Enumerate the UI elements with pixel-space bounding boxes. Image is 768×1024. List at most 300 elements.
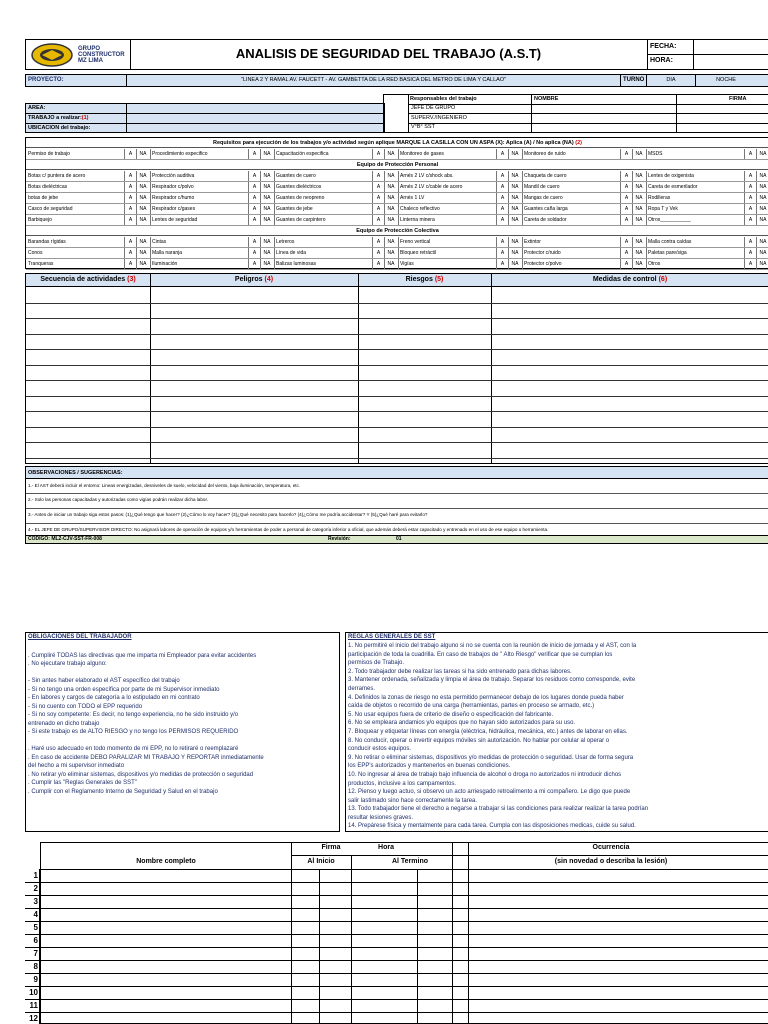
aplica-checkbox[interactable]: A	[620, 204, 632, 214]
req-item-label: Balizas luminosas	[276, 261, 317, 267]
row-number: 7	[25, 947, 40, 960]
req-item-label: Protector c/polvo	[524, 261, 562, 267]
aplica-checkbox[interactable]: A	[744, 149, 756, 159]
req-item-label: Guantes de neopreno	[276, 195, 325, 201]
text-line: - En labores y cargos de categoría a lo estipulado en mi contrato	[28, 695, 200, 701]
req-item-label: Chaqueta de cuero	[524, 173, 567, 179]
text-line: 5. No usar equipos fuera de criterio de diseño o especificación del fabricante.	[348, 711, 554, 718]
text-line: derrames.	[348, 685, 376, 692]
text-line: participación de toda la cuadrilla. En caso de trabajos de " Alto Riesgo" verificar que se cumplan los	[348, 651, 613, 658]
aplica-checkbox[interactable]: A	[124, 193, 136, 203]
no-aplica-checkbox[interactable]: NA	[260, 204, 273, 214]
epp-header: Equipo de Protección Personal	[26, 160, 768, 170]
aplica-checkbox[interactable]: A	[496, 171, 508, 181]
project-name: "LINEA 2 Y RAMAL AV. FAUCETT - AV. GAMBETTA DE LA RED BASICA DEL METRO DE LIMA Y CALLAO"	[240, 77, 507, 83]
req-item-label: Protección auditiva	[152, 173, 195, 179]
signature-table	[40, 842, 469, 1024]
nombre-header: NOMBRE	[534, 96, 559, 102]
row-number: 5	[25, 921, 40, 934]
text-line: 14. Prepárese física y mentalmente para cada tarea. Cumpla con las disposiciones medicas, cuide su salud.	[348, 823, 636, 830]
row-number: 1	[25, 869, 40, 882]
aplica-checkbox[interactable]: A	[248, 171, 260, 181]
text-line: . En caso de accidente DEBO PARALIZAR MI TRABAJO Y REPORTAR inmediatamente	[28, 754, 264, 761]
aplica-checkbox[interactable]: A	[744, 193, 756, 203]
no-aplica-checkbox[interactable]: NA	[508, 193, 521, 203]
aplica-checkbox[interactable]: A	[620, 248, 632, 258]
medidas-header: Medidas de control (6)	[592, 276, 668, 283]
ocurrencia-row[interactable]	[452, 908, 768, 909]
no-aplica-checkbox[interactable]: NA	[756, 204, 768, 214]
aplica-checkbox[interactable]: A	[124, 259, 136, 269]
text-line: 2. Todo trabajador debe realizar las tareas si ha sido entrenado para dichas labores.	[348, 668, 572, 675]
activity-row[interactable]	[26, 334, 768, 335]
no-aplica-checkbox[interactable]: NA	[384, 248, 397, 258]
nombre-completo-header: Nombre completo	[136, 858, 196, 865]
aplica-checkbox[interactable]: A	[620, 215, 632, 225]
no-aplica-checkbox[interactable]: NA	[632, 237, 645, 247]
row-number: 11	[25, 999, 40, 1012]
req-item-label: Respirador c/polvo	[152, 184, 194, 190]
aplica-checkbox[interactable]: A	[372, 182, 384, 192]
no-aplica-checkbox[interactable]: NA	[136, 193, 149, 203]
hora-field[interactable]	[694, 55, 768, 69]
req-item-label: Guantes dieléctricos	[276, 184, 322, 190]
aplica-checkbox[interactable]: A	[248, 149, 260, 159]
no-aplica-checkbox[interactable]: NA	[260, 237, 273, 247]
req-item-label: Ropa T y Vek	[648, 206, 678, 212]
req-item-label: Rodilleras	[648, 195, 671, 201]
text-line: 7. Bloquear y etiquetar líneas con energía (eléctrica, hidráulica, mecánica, etc.) antes de laborar en ellas.	[348, 728, 628, 735]
attendance-row[interactable]	[25, 1012, 467, 1013]
no-aplica-checkbox[interactable]: NA	[136, 171, 149, 181]
text-line: entrenado en dicho trabajo	[28, 720, 100, 727]
firma-header: FIRMA	[729, 96, 747, 102]
company-logo	[30, 42, 130, 68]
aplica-checkbox[interactable]: A	[372, 215, 384, 225]
ocurrencia-row[interactable]	[452, 882, 768, 883]
no-aplica-checkbox[interactable]: NA	[508, 237, 521, 247]
req-item-label: Paletas pare/siga	[648, 250, 687, 256]
no-aplica-checkbox[interactable]: NA	[508, 182, 521, 192]
no-aplica-checkbox[interactable]: NA	[260, 248, 273, 258]
ocurrencia-header: Ocurrencia	[592, 844, 630, 851]
aplica-checkbox[interactable]: A	[372, 204, 384, 214]
aplica-checkbox[interactable]: A	[620, 171, 632, 181]
ubicacion-label: UBICACION del trabajo:	[28, 125, 91, 131]
no-aplica-checkbox[interactable]: NA	[384, 259, 397, 269]
observaciones-header: OBSERVACIONES / SUGERENCIAS:	[26, 467, 768, 479]
activity-row[interactable]	[26, 318, 768, 319]
text-line: caída de objetos o recorrido de una carga (herramientas, partes en proceso se armado, etc.)	[348, 703, 595, 710]
aplica-checkbox[interactable]: A	[248, 259, 260, 269]
req-item-label: Arnés 1 LV	[400, 195, 425, 201]
aplica-checkbox[interactable]: A	[744, 248, 756, 258]
text-line: - Si este trabajo es de ALTO RIESGO y no tengo los PERMISOS REQUERIDO	[28, 729, 239, 735]
epc-header: Equipo de Protección Colectiva	[26, 226, 768, 236]
secuencia-header: Secuencia de actividades (3)	[40, 276, 136, 283]
no-aplica-checkbox[interactable]: NA	[136, 182, 149, 192]
req-item-label: Bloqueo retráctil	[400, 250, 437, 256]
ocurrencia-row[interactable]	[452, 973, 768, 974]
req-item-label: Permiso de trabajo	[28, 151, 70, 157]
aplica-checkbox[interactable]: A	[372, 149, 384, 159]
al-termino-header: Al Termino	[391, 858, 429, 865]
text-line: productos, inclusive a los campamentos.	[348, 780, 457, 787]
firma-hora-header: Firma	[321, 844, 341, 851]
aplica-checkbox[interactable]: A	[124, 237, 136, 247]
ocurrencia-row[interactable]	[452, 999, 768, 1000]
text-line: . No retirar y/o eliminar sistemas, dispositivos y/o medidas de protección o seguridad	[28, 771, 254, 778]
aplica-checkbox[interactable]: A	[744, 204, 756, 214]
no-aplica-checkbox[interactable]: NA	[756, 149, 768, 159]
req-item-label: Línea de vida	[276, 250, 307, 256]
aplica-checkbox[interactable]: A	[372, 193, 384, 203]
req-item-label: Guantes caña larga	[524, 206, 568, 212]
obs-item-1: 1.- El AST deberá incluir el entorno: Lineas energizadas, desniveles de suelo, velocidad del viento, baja iluminación, temperatura, etc.	[28, 483, 301, 488]
trabajo-label: TRABAJO a realizar:(1)	[28, 115, 89, 121]
no-aplica-checkbox[interactable]: NA	[632, 182, 645, 192]
text-line: . No ejecutare trabajo alguno:	[28, 661, 107, 667]
text-line: del hecho a mi supervisor inmediato	[28, 763, 125, 769]
role-vb-sst: V°B° SST	[411, 124, 435, 130]
responsables-table	[383, 94, 768, 133]
requisitos-grid	[25, 137, 768, 269]
aplica-checkbox[interactable]: A	[744, 171, 756, 181]
page-title: ANALISIS DE SEGURIDAD DEL TRABAJO (A.S.T)	[235, 46, 542, 61]
attendance-row[interactable]	[25, 908, 467, 909]
req-item-label: Casco de seguridad	[28, 206, 73, 212]
logo-emblem-icon	[30, 42, 74, 68]
text-line: 8. No conducir, operar o invertir equipos móviles sin autorización. No hablar por celular al operar o	[348, 737, 610, 744]
no-aplica-checkbox[interactable]: NA	[384, 149, 397, 159]
attendance-row[interactable]	[25, 999, 467, 1000]
aplica-checkbox[interactable]: A	[620, 182, 632, 192]
req-item-label: Iluminación	[152, 261, 178, 267]
aplica-checkbox[interactable]: A	[496, 215, 508, 225]
no-aplica-checkbox[interactable]: NA	[384, 215, 397, 225]
activity-row[interactable]	[26, 349, 768, 350]
no-aplica-checkbox[interactable]: NA	[632, 204, 645, 214]
aplica-checkbox[interactable]: A	[496, 248, 508, 258]
fecha-field[interactable]	[694, 40, 768, 54]
req-item-label: Guantes de carpintero	[276, 217, 326, 223]
text-line: 10. No ingresar al área de trabajo bajo influencia de alcohol o droga no autorizados ni introducir dichos	[348, 771, 622, 778]
req-item-label: Conos	[28, 250, 43, 256]
no-aplica-checkbox[interactable]: NA	[632, 193, 645, 203]
text-line: 3. Mantener ordenada, señalizada y limpia el área de trabajo. Separar los residuos como corresponde, evite	[348, 677, 636, 684]
area-label: AREA:	[28, 105, 46, 111]
no-aplica-checkbox[interactable]: NA	[260, 215, 273, 225]
requisitos-header: Requisitos para ejecución de los trabajos y/o actividad según aplique MARQUE LA CASILLA CON UN ASPA (X): Aplica (A) / No aplica (NA) (2)	[26, 138, 768, 148]
ocurrencia-row[interactable]	[452, 934, 768, 935]
text-line: . Haré uso adecuado en todo momento de mi EPP, no lo retiraré o reemplazaré	[28, 746, 239, 752]
attendance-row[interactable]	[25, 973, 467, 974]
req-item-label: Cintas	[152, 239, 167, 245]
text-line: los EPP's autorizados y mantenerlos en buenas condiciones.	[348, 763, 511, 770]
aplica-checkbox[interactable]: A	[620, 237, 632, 247]
row-number: 4	[25, 908, 40, 921]
al-inicio-header: Al Inicio	[307, 858, 335, 865]
attendance-row[interactable]	[25, 895, 467, 896]
text-line: permisos de Trabajo.	[348, 660, 405, 667]
obligaciones-header: OBLIGACIONES DEL TRABAJADOR	[28, 634, 132, 640]
aplica-checkbox[interactable]: A	[496, 237, 508, 247]
req-item-label: botas de jebe	[28, 195, 59, 201]
req-item-label: Freno vertical	[400, 239, 431, 245]
revision-label: Revisión:	[328, 536, 351, 542]
no-aplica-checkbox[interactable]: NA	[260, 182, 273, 192]
aplica-checkbox[interactable]: A	[744, 215, 756, 225]
reglas-box	[345, 632, 768, 832]
obs-item-3: 3.- Antes de iniciar un trabajo siga estos pasos: (1)¿Qué tengo que hacer? (2)¿Cómo lo voy hacer? (3)¿Qué necesito para hacerlo? (4)¿Cómo me podría accidentar? Y (5)¿Qué haré para evitarlo?	[28, 512, 428, 517]
aplica-checkbox[interactable]: A	[620, 193, 632, 203]
aplica-checkbox[interactable]: A	[496, 182, 508, 192]
aplica-checkbox[interactable]: A	[372, 248, 384, 258]
aplica-checkbox[interactable]: A	[248, 215, 260, 225]
activity-row[interactable]	[26, 365, 768, 366]
aplica-checkbox[interactable]: A	[372, 171, 384, 181]
activity-row[interactable]	[26, 303, 768, 304]
no-aplica-checkbox[interactable]: NA	[756, 182, 768, 192]
ocurrencia-row[interactable]	[452, 960, 768, 961]
aplica-checkbox[interactable]: A	[620, 149, 632, 159]
activity-row[interactable]	[26, 458, 768, 459]
aplica-checkbox[interactable]: A	[124, 171, 136, 181]
no-aplica-checkbox[interactable]: NA	[632, 149, 645, 159]
req-item-label: Guantes de cuero	[276, 173, 316, 179]
text-line: 9. No retirar o eliminar sistemas, dispositivos y/o medidas de protección o seguridad. Usar de forma segura	[348, 754, 634, 761]
aplica-checkbox[interactable]: A	[744, 237, 756, 247]
no-aplica-checkbox[interactable]: NA	[136, 215, 149, 225]
text-line: resultar lesiones graves.	[348, 814, 414, 821]
text-line: . Cumplir con el Reglamento Interno de Seguridad y Salud en el trabajo	[28, 788, 218, 795]
req-item-label: Extintor	[524, 239, 541, 245]
req-item-label: Botas dieléctricas	[28, 184, 68, 190]
aplica-checkbox[interactable]: A	[248, 204, 260, 214]
ocurrencia-row[interactable]	[452, 921, 768, 922]
text-line: . Cumpliré TODAS las directivas que me imparta mi Empleador para evitar accidentes	[28, 652, 257, 659]
req-item-label: Mandil de cuero	[524, 184, 560, 190]
no-aplica-checkbox[interactable]: NA	[508, 204, 521, 214]
no-aplica-checkbox[interactable]: NA	[632, 259, 645, 269]
req-item-label: Monitoreo de ruido	[524, 151, 566, 157]
no-aplica-checkbox[interactable]: NA	[632, 248, 645, 258]
no-aplica-checkbox[interactable]: NA	[508, 248, 521, 258]
req-item-label: Lentes de oxigenista	[648, 173, 694, 179]
text-line	[28, 669, 338, 678]
aplica-checkbox[interactable]: A	[372, 259, 384, 269]
req-item-label: Barbiquejo	[28, 217, 52, 223]
no-aplica-checkbox[interactable]: NA	[136, 204, 149, 214]
aplica-checkbox[interactable]: A	[124, 215, 136, 225]
req-item-label: Arnés 2 LV c/cable de acero	[400, 184, 463, 190]
fecha-label: FECHA:	[650, 43, 677, 50]
activities-table	[25, 273, 768, 464]
req-item-label: Respirador c/gases	[152, 206, 196, 212]
req-item-label: Mangas de cuero	[524, 195, 563, 201]
no-aplica-checkbox[interactable]: NA	[260, 259, 273, 269]
no-aplica-checkbox[interactable]: NA	[384, 171, 397, 181]
aplica-checkbox[interactable]: A	[496, 193, 508, 203]
ocurrencia-table	[452, 842, 768, 1024]
ocurrencia-row[interactable]	[452, 986, 768, 987]
no-aplica-checkbox[interactable]: NA	[384, 193, 397, 203]
req-item-label: Protector c/ruido	[524, 250, 561, 256]
ocurrencia-row[interactable]	[452, 947, 768, 948]
no-aplica-checkbox[interactable]: NA	[260, 149, 273, 159]
header-box	[25, 39, 768, 70]
turno-label: TURNO	[623, 77, 645, 83]
aplica-checkbox[interactable]: A	[248, 237, 260, 247]
text-line: - Si no soy competente: Es decir, no tengo experiencia, no he sido instruido y/o	[28, 712, 239, 718]
attendance-row[interactable]	[25, 986, 467, 987]
no-aplica-checkbox[interactable]: NA	[136, 248, 149, 258]
no-aplica-checkbox[interactable]: NA	[632, 215, 645, 225]
text-line: 1. No permitiré el inicio del trabajo alguno si no se cuenta con la reunión de inicio de jornada y el AST, con la	[348, 643, 637, 649]
row-number: 6	[25, 934, 40, 947]
no-aplica-checkbox[interactable]: NA	[384, 237, 397, 247]
req-item-label: Careta de soldador	[524, 217, 567, 223]
req-item-label: Letreros	[276, 239, 295, 245]
text-line: . Cumplir las "Reglas Generales de SST"	[28, 780, 137, 786]
req-item-label: Guantes de jebe	[276, 206, 313, 212]
activity-row[interactable]	[26, 442, 768, 443]
attendance-row[interactable]	[25, 934, 467, 935]
req-item-label: Otros	[648, 261, 661, 267]
row-number: 12	[25, 1012, 40, 1024]
obligaciones-box	[25, 632, 340, 832]
aplica-checkbox[interactable]: A	[496, 149, 508, 159]
area-block	[25, 94, 768, 133]
req-item-label: MSDS	[648, 151, 663, 157]
req-item-label: Botas c/ puntera de acero	[28, 173, 86, 179]
row-number: 10	[25, 986, 40, 999]
no-aplica-checkbox[interactable]: NA	[508, 259, 521, 269]
activity-row[interactable]	[26, 396, 768, 397]
ocurrencia-sub: (sin novedad o describa la lesión)	[554, 858, 668, 865]
turno-noche[interactable]: NOCHE	[716, 77, 736, 83]
obs-item-4: 4.- EL JEFE DE GRUPO/SUPERVISOR DIRECTO: No asignará labores de operación de equipos y/o herramientas de poder a personal de categoría inferior a oficial, que además deberá estar capacitado y entrenado en el uso de ese equipo o herramienta.	[28, 527, 549, 532]
project-row	[25, 74, 768, 87]
no-aplica-checkbox[interactable]: NA	[260, 171, 273, 181]
text-line	[28, 737, 338, 746]
attendance-row[interactable]	[25, 921, 467, 922]
aplica-checkbox[interactable]: A	[248, 182, 260, 192]
req-item-label: Arnés 2 LV c/shock abs.	[400, 173, 454, 179]
aplica-checkbox[interactable]: A	[248, 248, 260, 258]
aplica-checkbox[interactable]: A	[124, 149, 136, 159]
aplica-checkbox[interactable]: A	[496, 204, 508, 214]
no-aplica-checkbox[interactable]: NA	[756, 215, 768, 225]
no-aplica-checkbox[interactable]: NA	[756, 193, 768, 203]
no-aplica-checkbox[interactable]: NA	[508, 215, 521, 225]
no-aplica-checkbox[interactable]: NA	[136, 259, 149, 269]
aplica-checkbox[interactable]: A	[496, 259, 508, 269]
req-item-label: Malla naranja	[152, 250, 183, 256]
observaciones-block	[25, 466, 768, 544]
aplica-checkbox[interactable]: A	[124, 204, 136, 214]
req-item-label: Vigías	[400, 261, 414, 267]
no-aplica-checkbox[interactable]: NA	[508, 171, 521, 181]
req-item-label: Barandas rígidas	[28, 239, 66, 245]
aplica-checkbox[interactable]: A	[124, 248, 136, 258]
turno-dia[interactable]: DIA	[666, 77, 676, 83]
hora-label: HORA:	[650, 57, 673, 64]
aplica-checkbox[interactable]: A	[124, 182, 136, 192]
activity-row[interactable]	[26, 411, 768, 412]
no-aplica-checkbox[interactable]: NA	[756, 237, 768, 247]
peligros-header: Peligros (4)	[234, 276, 274, 283]
text-line: - Si no tengo una orden específica por parte de mi Supervisor inmediato	[28, 686, 220, 693]
text-line: - Sin antes haber elaborado el AST específico del trabajo	[28, 678, 180, 684]
no-aplica-checkbox[interactable]: NA	[508, 149, 521, 159]
req-item-label: Otros___________	[648, 217, 691, 223]
row-number: 8	[25, 960, 40, 973]
req-item-label: Lentes de seguridad	[152, 217, 198, 223]
text-line: conducir estos equipos.	[348, 746, 412, 753]
no-aplica-checkbox[interactable]: NA	[756, 171, 768, 181]
aplica-checkbox[interactable]: A	[744, 182, 756, 192]
no-aplica-checkbox[interactable]: NA	[136, 237, 149, 247]
aplica-checkbox[interactable]: A	[744, 259, 756, 269]
attendance-table	[25, 842, 768, 1024]
attendance-row[interactable]	[25, 882, 467, 883]
no-aplica-checkbox[interactable]: NA	[136, 149, 149, 159]
text-line: salir lastimado sino hace correctamente la tarea.	[348, 797, 478, 804]
aplica-checkbox[interactable]: A	[620, 259, 632, 269]
codigo-label: CODIGO: ML2-CJV-SST-FR-008	[28, 536, 102, 542]
no-aplica-checkbox[interactable]: NA	[632, 171, 645, 181]
attendance-row[interactable]	[25, 947, 467, 948]
project-label: PROYECTO:	[28, 77, 64, 83]
req-item-label: Tranqueras	[28, 261, 54, 267]
req-item-label: Careta de esmerilador	[648, 184, 698, 190]
no-aplica-checkbox[interactable]: NA	[384, 204, 397, 214]
row-number: 3	[25, 895, 40, 908]
riesgos-header: Riesgos (5)	[405, 276, 444, 283]
obs-item-2: 2.- Solo las personas capacitadas y autorizadas como vigías podrán realizar dicha labor.	[28, 497, 209, 502]
activity-row[interactable]	[26, 427, 768, 428]
req-item-label: Chaleco reflectivo	[400, 206, 440, 212]
activity-row[interactable]	[26, 380, 768, 381]
no-aplica-checkbox[interactable]: NA	[756, 248, 768, 258]
text-line: 4. Definidos la zonas de riesgo no esta permitido permanecer debajo de los lugares donde pueda haber	[348, 694, 624, 701]
row-number: 2	[25, 882, 40, 895]
text-line: - Si no cuento con TODO el EPP requerido	[28, 703, 143, 710]
req-item-label: Malla contra caídas	[648, 239, 692, 245]
req-item-label: Capacitación especifica	[276, 151, 329, 157]
aplica-checkbox[interactable]: A	[248, 193, 260, 203]
no-aplica-checkbox[interactable]: NA	[384, 182, 397, 192]
role-jefe: JEFE DE GRUPO	[411, 105, 456, 111]
text-line: 13. Todo trabajador tiene el derecho a negarse a trabajar si las condiciones para realizar realizar la tarea podrían	[348, 806, 649, 813]
text-line	[28, 643, 338, 652]
no-aplica-checkbox[interactable]: NA	[260, 193, 273, 203]
ocurrencia-row[interactable]	[452, 895, 768, 896]
logo-text: GRUPO CONSTRUCTOR MZ LIMA	[78, 46, 125, 64]
text-line: 12. Pienso y luego actuo, si observo un acto arriesgado retroalimento a mi compañero. Le digo que puede	[348, 789, 631, 796]
role-superv: SUPERV./INGENIERO	[411, 115, 467, 121]
attendance-row[interactable]	[25, 960, 467, 961]
resp-header: Responsables del trabajo	[410, 96, 477, 102]
ocurrencia-row[interactable]	[452, 1012, 768, 1013]
req-item-label: Monitoreo de gases	[400, 151, 444, 157]
req-item-label: Respirador c/humo	[152, 195, 195, 201]
reglas-header: REGLAS GENERALES DE SST	[348, 634, 436, 640]
no-aplica-checkbox[interactable]: NA	[756, 259, 768, 269]
aplica-checkbox[interactable]: A	[372, 237, 384, 247]
req-item-label: Procedimiento especifico	[152, 151, 208, 157]
